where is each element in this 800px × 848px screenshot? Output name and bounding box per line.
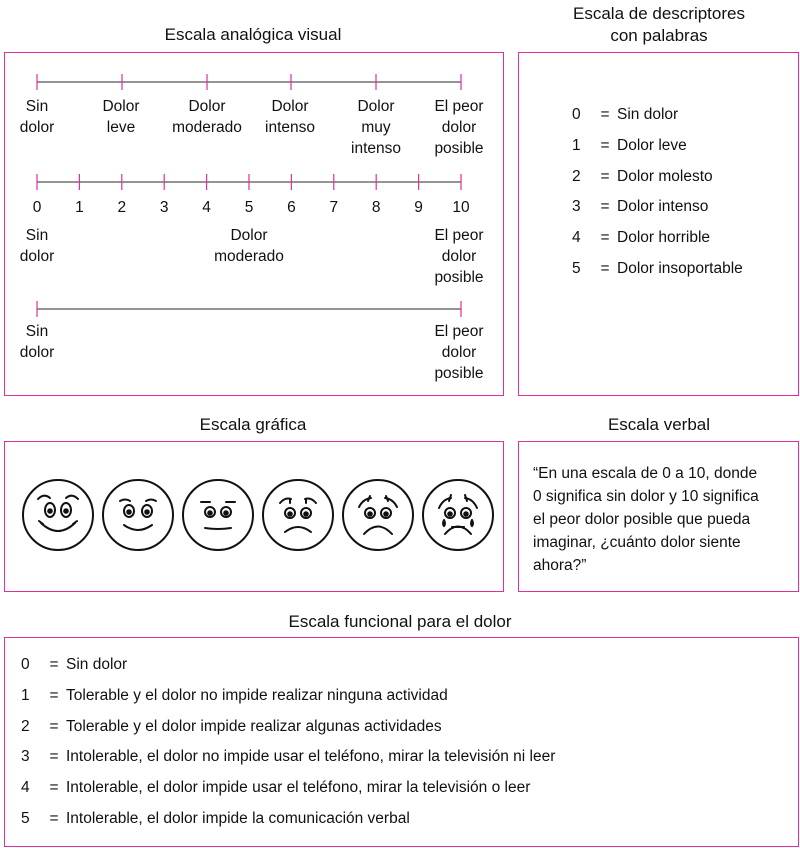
functional-equals: = <box>49 810 59 827</box>
descriptor-equals: = <box>600 229 610 247</box>
descriptor-label: Sin dolor <box>617 106 679 123</box>
vas-panel <box>4 52 504 396</box>
graphic-panel <box>4 441 504 592</box>
face-worried-icon <box>263 480 333 550</box>
verbal-title: Escala verbal <box>607 415 711 434</box>
descriptor-label: Dolor horrible <box>617 229 711 247</box>
scale2-number: 4 <box>202 199 211 216</box>
vas-title: Escala analógica visual <box>164 25 342 44</box>
verbal-question: “En una escala de 0 a 10, donde 0 significa sin dolor y 10 significa el peor dolor posible que pueda imaginar, ¿cuánto dolor siente ahora?” <box>533 465 759 574</box>
descriptor-value: 1 <box>572 136 581 154</box>
descriptors-title-line2: con palabras <box>610 26 708 45</box>
scale2-number: 2 <box>117 199 127 216</box>
descriptor-label: Dolor molesto <box>617 167 713 185</box>
functional-label: Tolerable y el dolor impide realizar algunas actividades <box>66 717 442 735</box>
face-very-happy-icon <box>23 480 93 550</box>
descriptor-value: 5 <box>572 260 581 277</box>
descriptor-row <box>572 259 743 279</box>
functional-title: Escala funcional para el dolor <box>288 612 512 631</box>
functional-value: 0 <box>21 656 30 673</box>
scale1-label-very-intense: Dolor muy intenso <box>351 98 401 157</box>
descriptor-row <box>572 105 678 125</box>
functional-equals: = <box>49 686 59 704</box>
functional-value: 2 <box>21 717 30 735</box>
descriptor-label: Dolor intenso <box>617 198 709 216</box>
functional-value: 1 <box>21 686 30 704</box>
scale2-number: 3 <box>159 199 169 216</box>
scale2-number: 10 <box>452 199 470 216</box>
scale3-axis <box>37 301 461 317</box>
functional-row <box>21 686 448 706</box>
descriptors-title <box>518 3 800 47</box>
scale2-number: 1 <box>75 199 84 216</box>
faces-svg <box>5 442 505 593</box>
descriptor-value: 3 <box>572 198 581 216</box>
functional-row <box>21 717 442 737</box>
scale2-number: 8 <box>371 199 381 216</box>
functional-value: 3 <box>21 748 30 766</box>
scale2-number: 7 <box>329 199 339 216</box>
functional-label: Tolerable y el dolor no impide realizar ninguna actividad <box>66 686 448 704</box>
face-sad-icon <box>343 480 413 550</box>
descriptor-value: 0 <box>572 106 581 123</box>
descriptor-equals: = <box>600 106 610 123</box>
scale2-axis <box>37 174 461 190</box>
scale1-label-intense: Dolor intenso <box>265 98 315 136</box>
functional-equals: = <box>49 748 59 766</box>
descriptor-label: Dolor insoportable <box>617 260 743 277</box>
descriptors-panel <box>518 52 799 396</box>
scale2-number: 0 <box>32 199 42 216</box>
descriptor-equals: = <box>600 260 610 277</box>
descriptor-equals: = <box>600 136 610 154</box>
functional-row <box>21 809 410 829</box>
descriptor-label: Dolor leve <box>617 136 687 154</box>
functional-row <box>21 747 555 767</box>
scale2-number: 5 <box>244 199 254 216</box>
descriptor-row <box>572 167 713 187</box>
descriptor-equals: = <box>600 167 610 185</box>
face-crying-icon <box>423 480 493 550</box>
functional-equals: = <box>49 656 59 673</box>
descriptor-value: 4 <box>572 229 581 247</box>
functional-equals: = <box>49 717 59 735</box>
functional-value: 4 <box>21 779 30 797</box>
face-happy-icon <box>103 480 173 550</box>
scale1-label-worst: El peor dolor posible <box>434 98 484 157</box>
descriptor-row <box>572 228 710 248</box>
descriptor-equals: = <box>600 198 610 216</box>
scale2-label-right: El peor dolor posible <box>434 227 484 286</box>
descriptors-title-line1: Escala de descriptores <box>573 4 745 23</box>
scale2-label-middle: Dolor moderado <box>214 227 284 265</box>
scale1-label-none: Sin dolor <box>19 98 55 136</box>
scale1-label-mild: Dolor leve <box>102 98 140 136</box>
functional-label: Intolerable, el dolor impide la comunicación verbal <box>66 810 410 827</box>
functional-label: Intolerable, el dolor no impide usar el teléfono, mirar la televisión ni leer <box>66 748 556 766</box>
face-neutral-icon <box>183 480 253 550</box>
descriptor-row <box>572 197 708 217</box>
descriptor-value: 2 <box>572 167 581 185</box>
scale2-number: 6 <box>287 199 296 216</box>
functional-row <box>21 655 127 675</box>
functional-label: Sin dolor <box>66 656 128 673</box>
scale3-label-right: El peor dolor posible <box>434 323 484 382</box>
functional-label: Intolerable, el dolor impide usar el teléfono, mirar la televisión o leer <box>66 779 531 797</box>
functional-row <box>21 778 530 798</box>
verbal-panel <box>518 441 799 592</box>
functional-panel <box>4 637 799 847</box>
scale2-label-left: Sin dolor <box>19 227 55 265</box>
functional-equals: = <box>49 779 59 797</box>
scale3-label-left: Sin dolor <box>19 323 55 361</box>
scale2-number: 9 <box>414 199 423 216</box>
graphic-title: Escala gráfica <box>199 415 307 434</box>
scale1-axis <box>37 74 461 90</box>
scale1-label-moderate: Dolor moderado <box>172 98 242 136</box>
functional-value: 5 <box>21 810 30 827</box>
descriptor-row <box>572 136 687 156</box>
